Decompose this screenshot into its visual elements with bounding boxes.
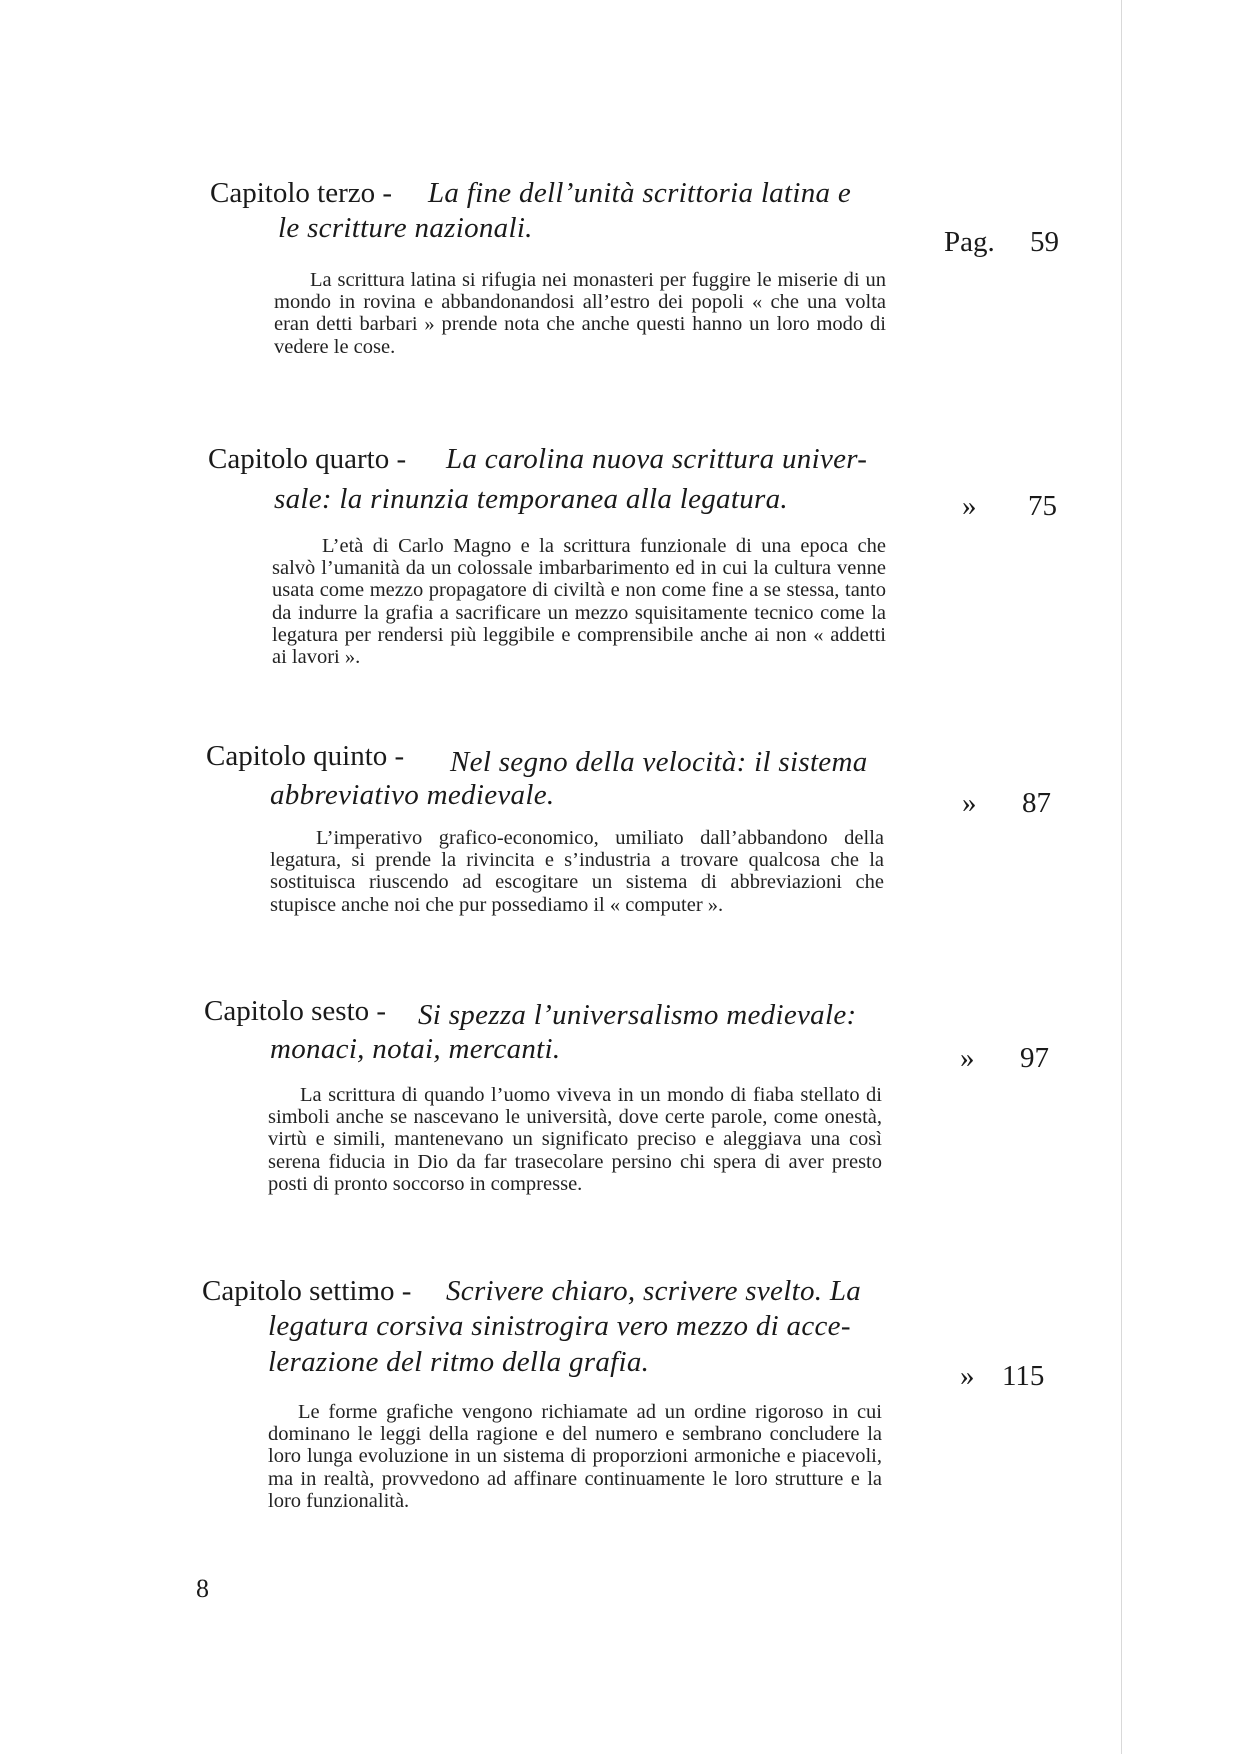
page-number: 87: [1022, 787, 1051, 819]
chapter-title-line: monaci, notai, mercanti.: [270, 1033, 561, 1065]
chapter-label: Capitolo terzo -: [210, 177, 393, 209]
chapter-summary: Le forme grafiche vengono richiamate ad un ordine rigoroso in cui dominano le leggi della ragione e del numero e sembrano concludere la loro lunga evoluzione in un sistema di proporzioni armoniche e piacevoli, ma in realtà, provvedono ad affinare continuamente le loro strutture e la loro funzionalità.: [268, 1401, 882, 1512]
chapter-label: Capitolo quinto -: [206, 740, 405, 772]
page-edge-line: [1121, 0, 1122, 1754]
chapter-label: Capitolo quarto -: [208, 443, 407, 475]
chapter-summary: La scrittura latina si rifugia nei monasteri per fuggire le miserie di un mondo in rovina e abbandonandosi all’estro dei popoli « che una volta eran detti barbari » prende nota che anche questi hanno un loro modo di vedere le cose.: [274, 269, 886, 358]
page-marker: »: [962, 787, 977, 819]
page-number: 97: [1020, 1042, 1049, 1074]
page-reference: [962, 787, 1051, 820]
page-marker: Pag.: [944, 226, 995, 258]
chapter-title-line: Scrivere chiaro, scrivere svelto. La: [446, 1275, 862, 1307]
chapter-title-line: abbreviativo medievale.: [270, 779, 555, 811]
page-number: 115: [1002, 1360, 1045, 1392]
chapter-summary: L’imperativo grafico-economico, umiliato dall’abbandono della legatura, si prende la rivincita e s’industria a trovare qualcosa che la sostituisca riuscendo ad escogitare un sistema di abbreviazioni che stupisce anche noi che pur possediamo il « computer ».: [270, 827, 884, 916]
chapter-title-line: le scritture nazionali.: [278, 212, 533, 244]
page-marker: »: [960, 1042, 975, 1074]
page-reference: [960, 1042, 1049, 1075]
chapter-title-line: sale: la rinunzia temporanea alla legatura.: [274, 483, 788, 515]
chapter-title-line: legatura corsiva sinistrogira vero mezzo di acce-: [268, 1310, 851, 1342]
chapter-label: Capitolo settimo -: [202, 1275, 412, 1307]
page-number: 75: [1028, 490, 1057, 522]
page-number: 59: [1030, 226, 1059, 258]
chapter-title-line: Nel segno della velocità: il sistema: [450, 746, 868, 778]
chapter-summary: L’età di Carlo Magno e la scrittura funzionale di una epoca che salvò l’umanità da un colossale imbarbarimento ed in cui la cultura venne usata come mezzo propagatore di civiltà e non come fine a se stessa, tanto da indurre la grafia a sacrificare un mezzo squisitamente tecnico come la legatura per rendersi più leggibile e comprensibile anche ai non « addetti ai lavori ».: [272, 535, 886, 669]
chapter-title-line: lerazione del ritmo della grafia.: [268, 1346, 650, 1378]
page-folio-number: 8: [196, 1574, 209, 1603]
chapter-summary: La scrittura di quando l’uomo viveva in un mondo di fiaba stellato di simboli anche se nascevano le università, dove certe parole, come onestà, virtù e simili, mantenevano un significato preciso e aleggiava una così serena fiducia in Dio da far trasecolare persino chi spera di aver presto posti di pronto soccorso in compresse.: [268, 1084, 882, 1195]
page-marker: »: [962, 490, 977, 522]
chapter-title-line: Si spezza l’universalismo medievale:: [418, 999, 857, 1031]
chapter-title-line: La fine dell’unità scrittoria latina e: [428, 177, 852, 209]
page-reference: [944, 226, 1059, 259]
page-marker: »: [960, 1360, 975, 1392]
page-reference: [962, 490, 1057, 523]
page-reference: [960, 1360, 1044, 1393]
chapter-label: Capitolo sesto -: [204, 995, 387, 1027]
chapter-title-line: La carolina nuova scrittura univer-: [446, 443, 868, 475]
